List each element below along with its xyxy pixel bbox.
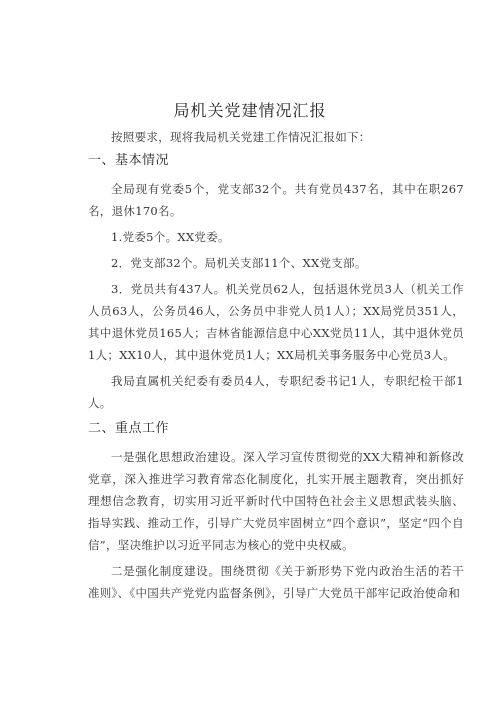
document-body xyxy=(88,126,464,608)
section-heading-basic-info: 一、基本情况 xyxy=(88,153,170,168)
paragraph: 1.党委5个。XX党委。 xyxy=(111,230,230,244)
paragraph: 一是强化思想政治建设。深入学习宣传贯彻党的XX大精神和新修改党章，深入推进学习教育常态化制度化，扎实开展主题教育，突出抓好理想信念教育，切实用习近平新时代中国特色社会主义思想武装头脑、指导实践、推动工作，引导广大党员牢固树立“四个意识”，坚定“四个自信”，坚决维护以习近平同志为核心的党中央权威。 xyxy=(88,450,464,552)
document-title: 局机关党建情况汇报 xyxy=(173,101,327,120)
intro-paragraph: 按照要求，现将我局机关党建工作情况汇报如下： xyxy=(111,130,371,144)
paragraph: 2．党支部32个。局机关支部11个、XX党支部。 xyxy=(111,256,367,270)
paragraph: 二是强化制度建设。围绕贯彻《关于新形势下党内政治生活的若干准则》、《中国共产党党内监督条例》，引导广大党员干部牢记政治使命和 xyxy=(88,564,464,600)
paragraph: 3．党员共有437人。机关党员62人，包括退休党员3人（机关工作人员63人，公务员46人，公务员中非党人员1人）；XX局党员351人，其中退休党员165人；吉林省能源信息中心XX党员11人，其中退休党员1人；XX10人，其中退休党员1人；XX局机关事务服务中心党员3人。 xyxy=(88,282,464,362)
section-heading-key-work: 二、重点工作 xyxy=(88,421,170,436)
paragraph: 全局现有党委5个，党支部32个。共有党员437名，其中在职267名，退休170名。 xyxy=(88,182,464,218)
paragraph: 我局直属机关纪委有委员4人，专职纪委书记1人，专职纪检干部1人。 xyxy=(88,374,464,410)
